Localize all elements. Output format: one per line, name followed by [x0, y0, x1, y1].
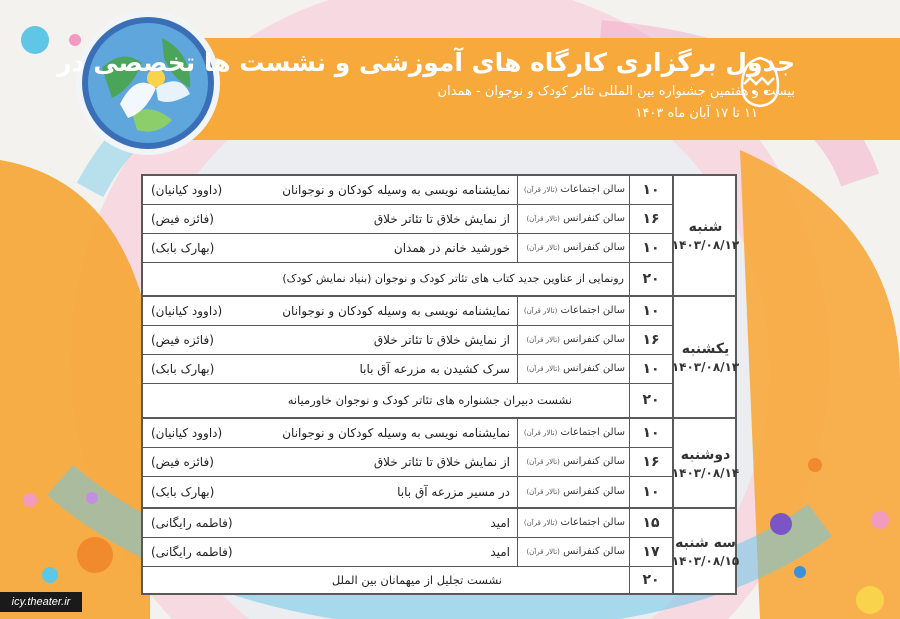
session-venue: سالن کنفرانس (تالار قرآن) — [517, 326, 629, 354]
session-venue: سالن کنفرانس (تالار قرآن) — [517, 234, 629, 262]
session-time: ۱۶ — [629, 205, 672, 233]
day-cell-sunday — [671, 297, 740, 419]
session-instructor: (بهارک بابک) — [151, 362, 215, 376]
site-watermark: icy.theater.ir — [0, 592, 82, 612]
festival-globe-logo — [72, 8, 224, 158]
session-instructor: (فاطمه رایگانی) — [151, 545, 233, 559]
session-instructor: (فائزه فیض) — [151, 455, 214, 469]
festival-dates: ۱۱ تا ۱۷ آبان ماه ۱۴۰۳ — [635, 106, 758, 121]
schedule-title: جدول برگزاری کارگاه های آموزشی و نشست ها تخصصی در — [57, 48, 795, 77]
session-instructor: (فاطمه رایگانی) — [151, 516, 233, 530]
session-time: ۱۵ — [629, 509, 672, 537]
schedule-table — [141, 174, 740, 595]
session-venue: سالن اجتماعات (تالار قرآن) — [517, 176, 629, 204]
day-name: یکشنبه — [681, 340, 730, 357]
session-instructor: (داوود کیانیان) — [151, 426, 223, 440]
session-venue: سالن اجتماعات (تالار قرآن) — [517, 509, 629, 537]
day-name: شنبه — [688, 219, 723, 235]
day-name: دوشنبه — [680, 446, 731, 463]
session-title: سرک کشیدن به مزرعه آق بابا — [359, 362, 510, 376]
session-title: نشست دبیران جشنواره های تئاتر کودک و نوجوان خاورمیانه — [287, 393, 572, 407]
session-venue: سالن کنفرانس (تالار قرآن) — [517, 448, 629, 476]
session-venue: سالن اجتماعات (تالار قرآن) — [517, 297, 629, 325]
table-row — [143, 448, 672, 477]
session-venue: سالن اجتماعات (تالار قرآن) — [517, 419, 629, 447]
table-row — [143, 176, 672, 205]
session-title: از نمایش خلاق تا تئاتر خلاق — [373, 455, 510, 469]
table-row — [143, 263, 672, 297]
day-cell-saturday — [671, 176, 740, 297]
session-time: ۱۰ — [629, 477, 672, 507]
session-time: ۱۰ — [629, 355, 672, 383]
session-title: رونمایی از عناوین جدید کتاب های تئاتر کودک و نوجوان (بنیاد نمایش کودک) — [282, 272, 624, 285]
session-instructor: (بهارک بابک) — [151, 485, 215, 499]
session-instructor: (فائزه فیض) — [151, 212, 214, 226]
session-time: ۲۰ — [629, 384, 672, 417]
session-title: از نمایش خلاق تا تئاتر خلاق — [373, 333, 510, 347]
table-row — [143, 297, 672, 326]
session-title: از نمایش خلاق تا تئاتر خلاق — [373, 212, 510, 226]
session-instructor: (داوود کیانیان) — [151, 304, 223, 318]
table-row — [143, 477, 672, 509]
session-time: ۱۶ — [629, 448, 672, 476]
session-title: نمایشنامه نویسی به وسیله کودکان و نوجوانان — [282, 183, 510, 197]
session-title: در مسیر مزرعه آق بابا — [397, 485, 510, 499]
table-row — [143, 419, 672, 448]
day-date: ۱۴۰۳/۰۸/۱۳ — [671, 359, 740, 374]
session-time: ۱۰ — [629, 419, 672, 447]
session-venue: سالن کنفرانس (تالار قرآن) — [517, 205, 629, 233]
festival-subtitle: بیست و هفتمین جشنواره بین المللی تئاتر کودک و نوجوان - همدان — [437, 84, 795, 99]
session-venue: سالن کنفرانس (تالار قرآن) — [517, 477, 629, 507]
session-time: ۱۶ — [629, 326, 672, 354]
table-row — [143, 205, 672, 234]
session-time: ۱۰ — [629, 297, 672, 325]
session-title: نشست تجلیل از میهمانان بین الملل — [331, 573, 502, 587]
session-instructor: (داوود کیانیان) — [151, 183, 223, 197]
table-row — [143, 538, 672, 567]
day-date: ۱۴۰۳/۰۸/۱۴ — [671, 465, 740, 480]
session-time: ۲۰ — [629, 263, 672, 295]
session-title: نمایشنامه نویسی به وسیله کودکان و نوجوانان — [282, 304, 510, 318]
session-time: ۱۰ — [629, 176, 672, 204]
session-title: امید — [490, 545, 510, 559]
table-row — [143, 355, 672, 384]
session-time: ۱۷ — [629, 538, 672, 566]
session-time: ۲۰ — [629, 567, 672, 593]
session-venue: سالن کنفرانس (تالار قرآن) — [517, 538, 629, 566]
day-cell-monday — [671, 419, 740, 509]
day-date: ۱۴۰۳/۰۸/۱۲ — [671, 238, 740, 252]
session-instructor: (بهارک بابک) — [151, 241, 215, 255]
table-row — [143, 567, 672, 593]
table-row — [143, 234, 672, 263]
table-row — [143, 384, 672, 419]
session-title: نمایشنامه نویسی به وسیله کودکان و نوجوانان — [282, 426, 510, 440]
table-row — [143, 326, 672, 355]
session-venue: سالن کنفرانس (تالار قرآن) — [517, 355, 629, 383]
session-title: خورشید خانم در همدان — [393, 241, 510, 255]
session-title: امید — [490, 516, 510, 530]
session-instructor: (فائزه فیض) — [151, 333, 214, 347]
session-time: ۱۰ — [629, 234, 672, 262]
table-row — [143, 509, 672, 538]
day-date: ۱۴۰۳/۰۸/۱۵ — [671, 553, 740, 568]
day-name: سه شنبه — [675, 534, 736, 551]
day-cell-tuesday — [671, 509, 740, 593]
